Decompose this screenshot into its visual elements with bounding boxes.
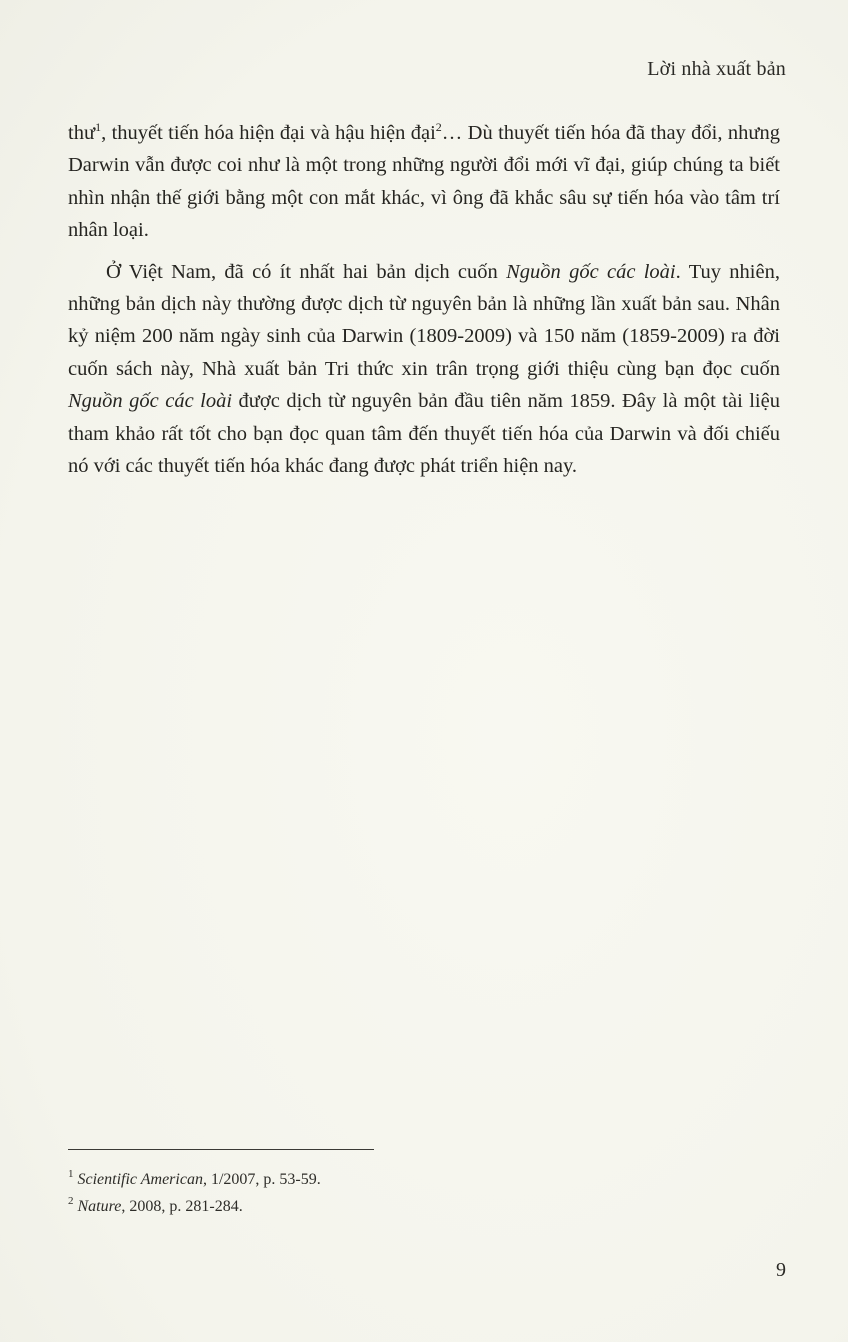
footnote-2 — [68, 1193, 321, 1220]
paragraph-1-text-c: … Dù thuyết tiến hóa đã thay đổi, nhưng Darwin vẫn được coi như là một trong những người đổi mới vĩ đại, giúp chúng ta biết nhìn nhận thế giới bằng một con mắt khác, vì ông đã khắc sâu sự tiến hóa vào tâm trí nhân loại. — [68, 122, 780, 242]
paragraph-1-text-a: thư — [68, 122, 96, 144]
footnote-2-source: Nature — [77, 1198, 122, 1215]
book-title-2: Nguồn gốc các loài — [68, 390, 233, 413]
footnote-2-number: 2 — [68, 1195, 74, 1207]
page-number: 9 — [776, 1259, 786, 1281]
book-title-1: Nguồn gốc các loài — [506, 260, 676, 283]
paragraph-1 — [68, 117, 780, 247]
footnote-1-detail: , 1/2007, p. 53-59. — [202, 1171, 321, 1188]
paragraph-1-text-b: , thuyết tiến hóa hiện đại và hậu hiện đại — [101, 122, 436, 144]
paragraph-2-text-b: . Tuy nhiên, những bản dịch này thường được dịch từ nguyên bản là những lần xuất bản sau. Nhân kỷ niệm 200 năm ngày sinh của Darwin (1809-2009) và 150 năm (1859-2009) ra đời cuốn sách này, Nhà xuất bản Tri thức xin trân trọng giới thiệu cùng bạn đọc cuốn — [68, 260, 780, 380]
footnotes — [68, 1166, 321, 1220]
footnote-1-number: 1 — [68, 1168, 74, 1180]
paragraph-2-text-c: được dịch từ nguyên bản đầu tiên năm 1859. Đây là một tài liệu tham khảo rất tốt cho bạn đọc quan tâm đến thuyết tiến hóa của Darwin và đối chiếu nó với các thuyết tiến hóa khác đang được phát triển hiện nay. — [68, 390, 780, 478]
footnote-1-source: Scientific American — [77, 1171, 203, 1188]
footnote-divider — [68, 1149, 374, 1150]
footnote-1 — [68, 1166, 321, 1193]
body-text — [68, 117, 780, 482]
footnote-ref-1: 1 — [95, 120, 102, 134]
footnote-ref-2: 2 — [435, 120, 442, 134]
running-header: Lời nhà xuất bản — [647, 58, 786, 80]
paragraph-2 — [68, 256, 780, 483]
paragraph-2-text-a: Ở Việt Nam, đã có ít nhất hai bản dịch cuốn — [106, 260, 507, 283]
footnote-2-detail: , 2008, p. 281-284. — [121, 1198, 243, 1215]
